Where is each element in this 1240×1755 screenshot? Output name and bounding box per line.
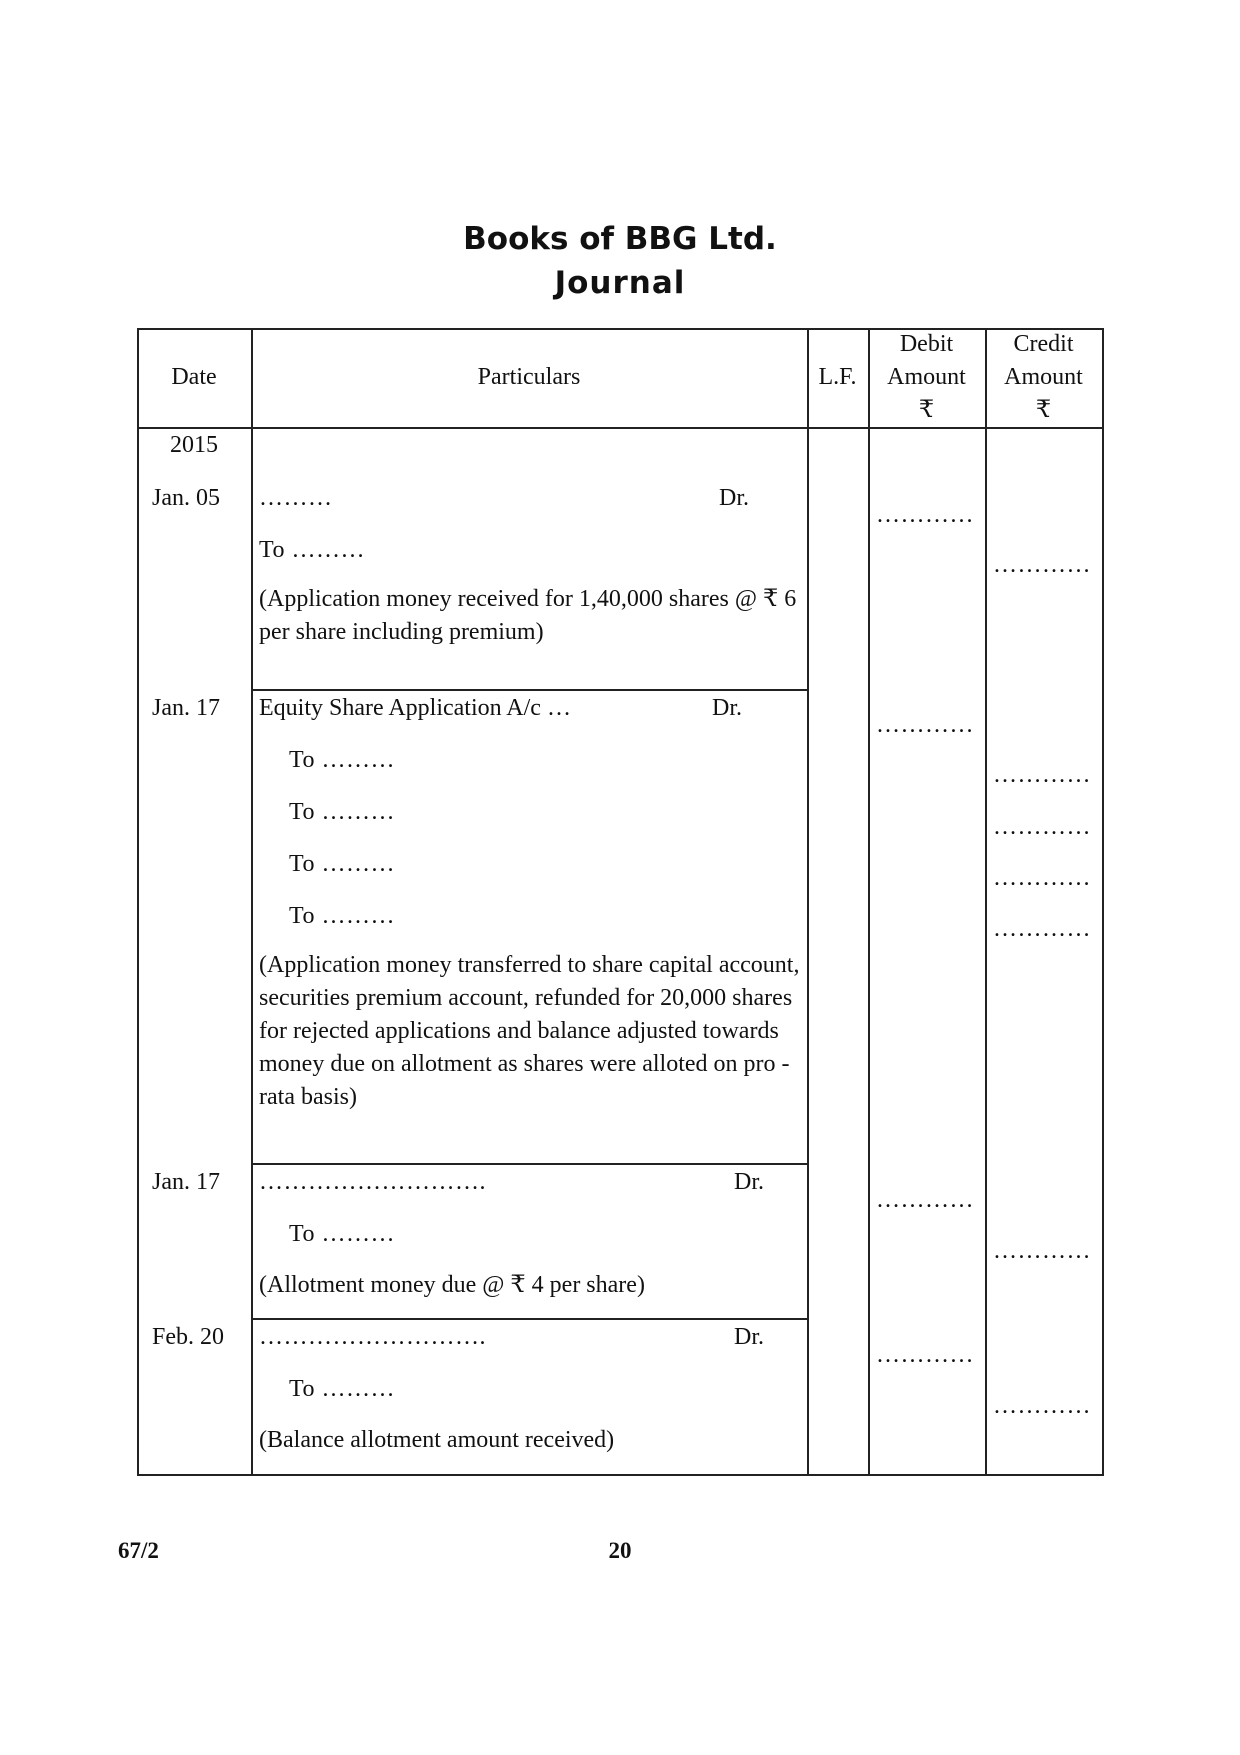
entry-credit-amount: ………… — [993, 552, 1091, 578]
header-date: Date — [171, 364, 217, 390]
entry-narration: (Application money transferred to share capital account, securities premium account, refunded for 20,000 shares for rejected applications and balance adjusted towards money due on allotment as shares were alloted on pro - rata basis) — [259, 952, 800, 1110]
entry-narration: (Allotment money due @ ₹ 4 per share) — [259, 1272, 645, 1298]
entry-credit-account: To ……… — [289, 747, 395, 773]
entry-separator — [251, 689, 808, 691]
header-credit-line1: Credit — [1013, 331, 1074, 357]
entry-narration: (Balance allotment amount received) — [259, 1427, 615, 1453]
entry-date: Jan. 05 — [152, 485, 220, 511]
entry-date: Jan. 17 — [152, 1169, 220, 1195]
entry-debit-account: ………………………. — [259, 1324, 486, 1350]
entry-debit-account: Equity Share Application A/c … — [259, 695, 571, 721]
entry-debit-amount: ………… — [876, 502, 974, 528]
entry-credit-account: To ……… — [289, 1376, 395, 1402]
entry-dr-marker: Dr. — [719, 485, 749, 511]
entry-date: Feb. 20 — [152, 1324, 224, 1350]
header-credit-currency: ₹ — [1035, 397, 1052, 423]
page-title: Books of BBG Ltd. — [463, 221, 777, 257]
header-debit-line1: Debit — [899, 331, 954, 357]
page-subtitle: Journal — [554, 265, 686, 301]
entry-date: Jan. 17 — [152, 695, 220, 721]
entry-credit-account: To ……… — [289, 799, 395, 825]
lf-column-divider — [868, 328, 870, 1476]
header-credit-line2: Amount — [1004, 364, 1083, 390]
page-number: 20 — [608, 1538, 632, 1563]
entry-credit-amount: ………… — [993, 1238, 1091, 1264]
table-right-border — [1102, 328, 1104, 1476]
entry-debit-amount: ………… — [876, 1187, 974, 1213]
year-label: 2015 — [170, 432, 218, 458]
header-lf: L.F. — [818, 364, 857, 390]
date-column-divider — [251, 328, 253, 1476]
table-bottom-border — [137, 1474, 1104, 1476]
header-debit-line2: Amount — [887, 364, 966, 390]
entry-debit-account: ………………………. — [259, 1169, 486, 1195]
particulars-column-divider — [807, 328, 809, 1476]
header-debit — [868, 328, 985, 427]
header-credit — [985, 328, 1102, 427]
entry-credit-account: To ……… — [259, 537, 365, 563]
entry-debit-amount: ………… — [876, 1342, 974, 1368]
entry-dr-marker: Dr. — [734, 1324, 764, 1350]
entry-credit-amount: ………… — [993, 762, 1091, 788]
entry-narration: (Application money received for 1,40,000 shares @ ₹ 6 per share including premium) — [259, 586, 797, 645]
table-left-border — [137, 328, 139, 1476]
entry-credit-amount: ………… — [993, 865, 1091, 891]
entry-dr-marker: Dr. — [734, 1169, 764, 1195]
entry-debit-account: ……… — [259, 485, 333, 511]
header-divider — [137, 427, 1104, 429]
debit-column-divider — [985, 328, 987, 1476]
entry-separator — [251, 1318, 808, 1320]
entry-separator — [251, 1163, 808, 1165]
entry-credit-amount: ………… — [993, 916, 1091, 942]
journal-table — [137, 328, 1104, 1476]
entry-credit-account: To ……… — [289, 1221, 395, 1247]
entry-debit-amount: ………… — [876, 712, 974, 738]
entry-credit-amount: ………… — [993, 1393, 1091, 1419]
header-particulars: Particulars — [477, 364, 581, 390]
entry-credit-account: To ……… — [289, 851, 395, 877]
question-paper-code: 67/2 — [118, 1538, 159, 1563]
header-debit-currency: ₹ — [918, 397, 935, 423]
entry-dr-marker: Dr. — [712, 695, 742, 721]
entry-credit-account: To ……… — [289, 903, 395, 929]
entry-credit-amount: ………… — [993, 814, 1091, 840]
